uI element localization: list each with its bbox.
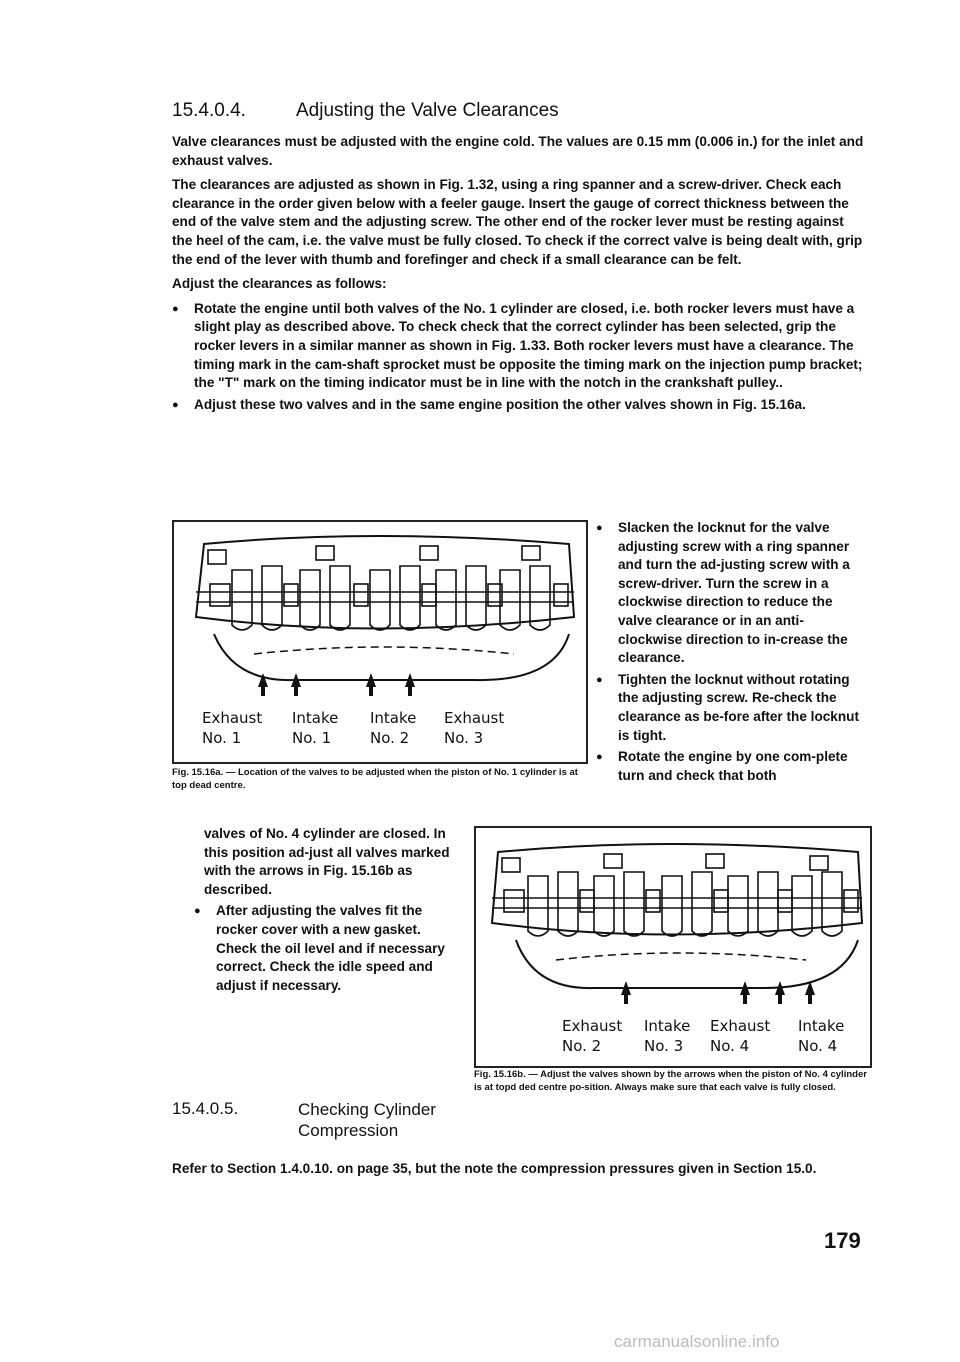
paragraph-1: Valve clearances must be adjusted with the engine cold. The values are 0.15 mm (0.006 in.) for the inlet and exhaust valves. bbox=[172, 134, 864, 168]
fig-b-label-3: Exhaust No. 4 bbox=[710, 1017, 771, 1055]
watermark: carmanualsonline.info bbox=[614, 1332, 780, 1351]
bullet-slacken-locknut: ● Slacken the locknut for the valve adjusting screw with a ring spanner and turn the ad-justing screw with a screw-driver. Turn the screw in a clockwise direction to reduce the valve clearance or in an anti-clockwise direction to in-crease the clearance. bbox=[596, 519, 868, 668]
bullet-rotate-engine: ● Rotate the engine until both valves of the No. 1 cylinder are closed, i.e. both rocker levers must have a slight play as described above. To check check that the correct cylinder has been selected, grip the rocker levers in a similar manner as shown in Fig. 1.33. Both rocker levers must have a clearance. The timing mark in the cam-shaft sprocket must be opposite the timing mark on the injection pump bracket; the "T" mark on the timing indicator must be in line with the notch in the crankshaft pulley.. bbox=[172, 300, 867, 393]
page-number: 179 bbox=[824, 1228, 861, 1253]
fig-b-caption: Fig. 15.16b. — Adjust the valves shown by the arrows when the piston of No. 4 cylinder is at topd ded centre po-sition. Always make sure that each valve is fully closed. bbox=[474, 1069, 867, 1093]
fig-b-label-4: Intake No. 4 bbox=[798, 1017, 845, 1055]
subsection-number: 15.4.0.5. bbox=[172, 1099, 239, 1118]
figure-15-16b bbox=[474, 826, 872, 1068]
bullet-fit-rocker-cover: ● After adjusting the valves fit the rocker cover with a new gasket. Check the oil level and if necessary correct. Check the idle speed and adjust if necessary. bbox=[194, 902, 456, 995]
fig-a-label-2: Intake No. 1 bbox=[292, 709, 339, 747]
fig-a-caption: Fig. 15.16a. — Location of the valves to be adjusted when the piston of No. 1 cylinder is at top dead centre. bbox=[172, 767, 578, 791]
fig-a-label-1: Exhaust No. 1 bbox=[202, 709, 263, 747]
figure-15-16a bbox=[172, 520, 588, 764]
arrow-icons bbox=[258, 673, 415, 696]
final-paragraph: Refer to Section 1.4.0.10. on page 35, but the note the compression pressures given in Section 15.0. bbox=[172, 1161, 817, 1176]
subsection-title: Checking Cylinder Compression bbox=[298, 1100, 436, 1140]
rocker-assembly-illustration-a bbox=[174, 522, 586, 702]
paragraph-3: Adjust the clearances as follows: bbox=[172, 276, 387, 292]
bullet-tighten-locknut: ● Tighten the locknut without rotating the adjusting screw. Re-check the clearance as be-fore after the locknut is tight. bbox=[596, 671, 868, 745]
fig-a-label-4: Exhaust No. 3 bbox=[444, 709, 505, 747]
intro-text bbox=[172, 133, 867, 414]
right-column bbox=[596, 519, 868, 785]
arrow-icons-b bbox=[621, 981, 815, 1004]
fig-b-label-1: Exhaust No. 2 bbox=[562, 1017, 623, 1055]
section-number: 15.4.0.4. bbox=[172, 100, 246, 121]
fig-b-label-2: Intake No. 3 bbox=[644, 1017, 691, 1055]
bullet-adjust-valves: ● Adjust these two valves and in the same engine position the other valves shown in Fig. 15.16a. bbox=[172, 396, 867, 415]
rocker-assembly-illustration-b bbox=[476, 828, 870, 1008]
fig-a-label-3: Intake No. 2 bbox=[370, 709, 417, 747]
paragraph-2: The clearances are adjusted as shown in Fig. 1.32, using a ring spanner and a screw-driver. Check each clearance in the order given below with a feeler gauge. Insert the gauge of correct thickness between the end of the valve stem and the adjusting screw. The other end of the rocker lever must be resting against the heel of the cam, i.e. the valve must be fully closed. To check if the correct valve is being dealt with, grip the end of the lever with thumb and forefinger and check if a small clearance can be felt. bbox=[172, 177, 863, 267]
left-column bbox=[194, 825, 456, 995]
section-title: Adjusting the Valve Clearances bbox=[296, 100, 559, 121]
bullet-rotate-one-turn: ● Rotate the engine by one com-plete turn and check that both bbox=[596, 748, 868, 785]
left-column-continuation: valves of No. 4 cylinder are closed. In this position ad-just all valves marked with the arrows in Fig. 15.16b as described. bbox=[204, 826, 450, 897]
